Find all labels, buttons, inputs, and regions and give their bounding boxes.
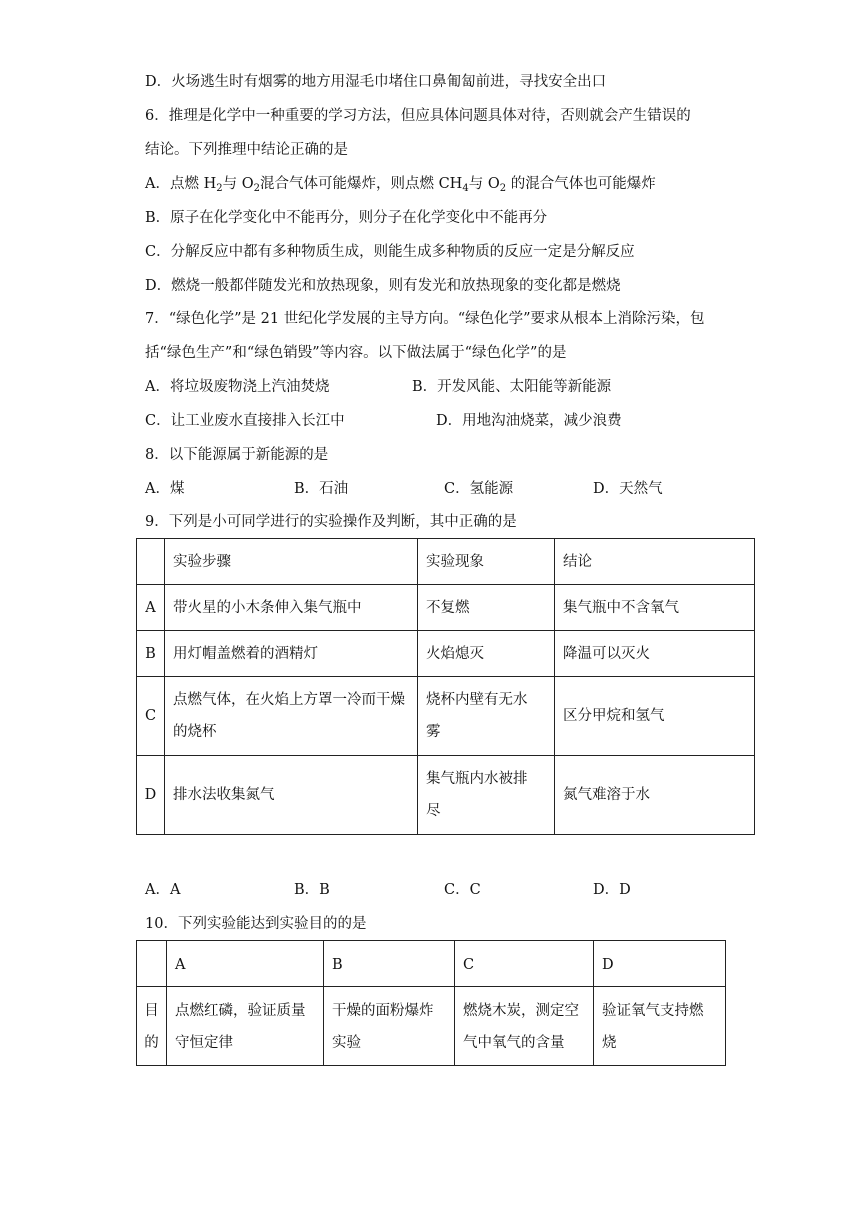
table-cell: 排水法收集氮气 [165,756,418,835]
q7-option-c: C．让工业废水直接排入长江中 [145,413,345,429]
q7-stem-line1: 7．“绿色化学”是 21 世纪化学发展的主导方向。“绿色化学”要求从根本上消除污染，包 [145,311,705,327]
table-row [137,631,755,677]
table-header: C [455,941,594,987]
q9-option-b: B．B [294,882,330,898]
row-label: B [137,631,165,677]
q9-stem: 9．下列是小可同学进行的实验操作及判断，其中正确的是 [145,514,517,530]
table-cell: 点燃红磷，验证质量 守恒定律 [167,987,324,1066]
q9-option-a: A．A [145,882,181,898]
q10-stem: 10．下列实验能达到实验目的的是 [145,916,367,932]
table-cell: 不复燃 [418,585,555,631]
table-header: B [324,941,455,987]
table-header: A [167,941,324,987]
q8-option-a: A．煤 [145,481,185,497]
q10-header-row [137,941,726,987]
table-header: 实验步骤 [165,539,418,585]
table-header: D [594,941,726,987]
q6-option-c: C．分解反应中都有多种物质生成，则能生成多种物质的反应一定是分解反应 [145,244,635,260]
q7-stem-line2: 括“绿色生产”和“绿色销毁”等内容。以下做法属于“绿色化学”的是 [145,345,567,361]
row-label: C [137,677,165,756]
table-cell: 验证氧气支持燃 烧 [594,987,726,1066]
table-cell: 区分甲烷和氢气 [555,677,755,756]
q9-header-row [137,539,755,585]
q10-table [136,940,726,1066]
table-cell: 带火星的小木条伸入集气瓶中 [165,585,418,631]
q8-option-b: B．石油 [294,481,349,497]
q9-option-c: C．C [444,882,481,898]
q8-option-d: D．天然气 [593,481,663,497]
table-cell: 点燃气体，在火焰上方罩一冷而干燥 的烧杯 [165,677,418,756]
table-row [137,987,726,1066]
q8-option-c: C．氢能源 [444,481,514,497]
q9-option-d: D．D [593,882,631,898]
table-header [137,539,165,585]
row-label: 目 的 [137,987,167,1066]
q6-option-b: B．原子在化学变化中不能再分，则分子在化学变化中不能再分 [145,210,548,226]
row-label: D [137,756,165,835]
table-cell: 火焰熄灭 [418,631,555,677]
table-cell: 集气瓶中不含氧气 [555,585,755,631]
table-cell: 用灯帽盖燃着的酒精灯 [165,631,418,677]
q6-option-d: D．燃烧一般都伴随发光和放热现象，则有发光和放热现象的变化都是燃烧 [145,278,621,294]
table-cell: 烧杯内壁有无水 雾 [418,677,555,756]
table-row [137,585,755,631]
q8-stem: 8．以下能源属于新能源的是 [145,447,329,463]
table-cell: 降温可以灭火 [555,631,755,677]
table-cell: 氮气难溶于水 [555,756,755,835]
table-cell: 集气瓶内水被排 尽 [418,756,555,835]
table-row [137,677,755,756]
q6-option-a: A．点燃 $H_2$与 $O_2$混合气体可能爆炸，则点燃 $CH_4$与 $O_2$ 的混合气体也可能爆炸 [145,176,656,194]
table-header [137,941,167,987]
q9-table [136,538,755,835]
q6-stem-line1: 6．推理是化学中一种重要的学习方法，但应具体问题具体对待，否则就会产生错误的 [145,108,691,124]
row-label: A [137,585,165,631]
table-cell: 燃烧木炭，测定空 气中氧气的含量 [455,987,594,1066]
table-header: 实验现象 [418,539,555,585]
q7-option-b: B．开发风能、太阳能等新能源 [412,379,612,395]
table-cell: 干燥的面粉爆炸 实验 [324,987,455,1066]
q6-stem-line2: 结论。下列推理中结论正确的是 [145,142,348,158]
q7-option-d: D．用地沟油烧菜，减少浪费 [436,413,622,429]
table-header: 结论 [555,539,755,585]
q7-option-a: A．将垃圾废物浇上汽油焚烧 [145,379,330,395]
table-row [137,756,755,835]
q5-option-d: D．火场逃生时有烟雾的地方用湿毛巾堵住口鼻匍匐前进，寻找安全出口 [145,74,607,90]
